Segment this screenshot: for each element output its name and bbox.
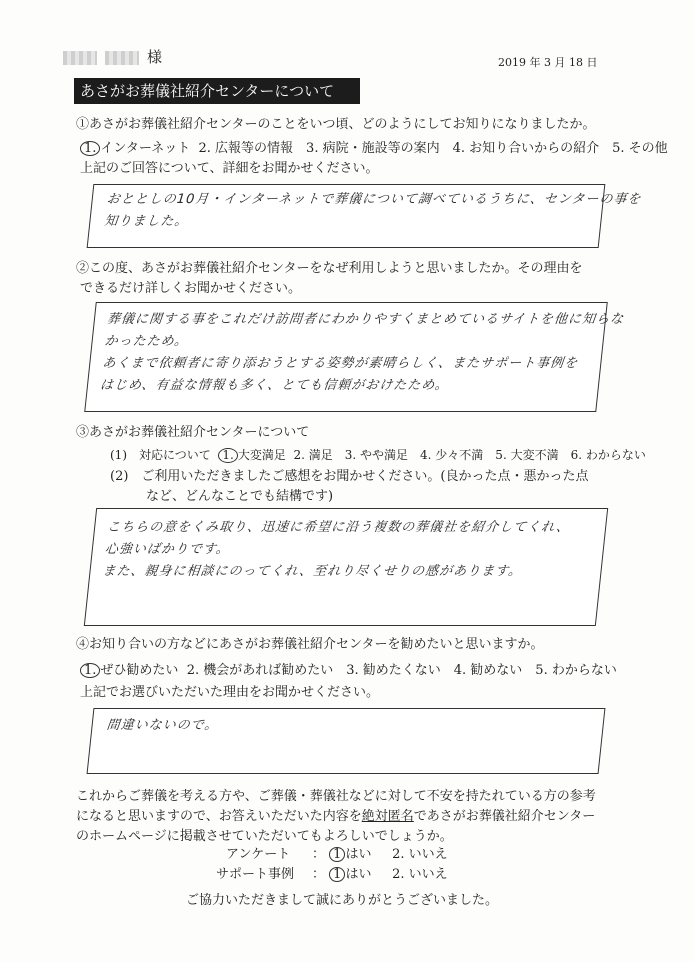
redacted-given-name bbox=[105, 51, 139, 65]
q1-question: ①あさがお葬儀社紹介センターのことをいつ頃、どのようにしてお知りになりましたか。 bbox=[76, 117, 596, 132]
q1-answer-box bbox=[87, 184, 643, 248]
footer-line-3: のホームページに掲載させていただいてもよろしいでしょうか。 bbox=[76, 829, 453, 844]
q2-answer-line: あくまで依頼者に寄り添おうとする姿勢が素晴らしく、またサポート事例を bbox=[101, 356, 579, 371]
q4-answer-line: 間違いないので。 bbox=[105, 718, 220, 733]
footer-line-2 bbox=[76, 808, 595, 826]
colon: ： bbox=[312, 847, 326, 862]
q1-other-options: 2. 広報等の情報 3. 病院・施設等の案内 4. お知り合いからの紹介 5. その他 bbox=[198, 141, 668, 156]
q4-prompt: 上記でお選びいただいた理由をお聞かせください。 bbox=[80, 685, 380, 700]
q4-question: ④お知り合いの方などにあさがお葬儀社紹介センターを勧めたいと思いますか。 bbox=[76, 637, 544, 652]
q4-options bbox=[80, 662, 617, 680]
q1-option-1-label: インターネット bbox=[100, 141, 191, 156]
support-yes-label: はい bbox=[345, 867, 372, 882]
survey-date: 2019 年 3 月 18 日 bbox=[498, 56, 598, 69]
q4-option-1-label: ぜひ勧めたい bbox=[100, 663, 179, 678]
q1-selected-option-number: 1. bbox=[80, 141, 100, 156]
q2-answer-line: 葬儀に関する事をこれだけ訪問者にわかりやすくまとめているサイトを他に知らな bbox=[106, 312, 625, 327]
q4-answer-box bbox=[87, 708, 606, 774]
q3-sub2-line-2: など、どんなことでも結構です) bbox=[146, 489, 334, 504]
q3-answer-line: また、親身に相談にのってくれ、至れり尽くせりの感があります。 bbox=[101, 564, 523, 579]
q2-answer-box bbox=[84, 302, 625, 412]
q3-sub1 bbox=[110, 446, 646, 464]
q3-other-options: 2. 満足 3. やや満足 4. 少々不満 5. 大変不満 6. わからない bbox=[293, 448, 646, 462]
q4-other-options: 2. 機会があれば勧めたい 3. 勧めたくない 4. 勧めない 5. わからない bbox=[186, 663, 617, 678]
q3-option-1-label: 大変満足 bbox=[237, 448, 286, 462]
q1-answer-line: おととしの10月・インターネットで葬儀について調べているうちに、センターの事を bbox=[105, 192, 643, 207]
support-no-option: 2. いいえ bbox=[392, 867, 448, 882]
survey-yes-label: はい bbox=[345, 847, 372, 862]
q2-answer-line: かったため。 bbox=[103, 334, 189, 349]
section-title: あさがお葬儀社紹介センターについて bbox=[74, 78, 360, 104]
thanks-message: ご協力いただきまして誠にありがとうございました。 bbox=[186, 893, 499, 908]
q3-sub2-line-1: (2) ご利用いただきましたご感想をお聞かせください。(良かった点・悪かった点 bbox=[110, 469, 589, 484]
footer-line-1: これからご葬儀を考える方や、ご葬儀・葬儀社などに対して不安を持たれている方の参考 bbox=[76, 789, 596, 804]
survey-publish-row bbox=[226, 846, 448, 864]
footer-line-2-post: であさがお葬儀社紹介センター bbox=[413, 809, 596, 824]
q3-sub1-label: (1) 対応について bbox=[110, 448, 211, 462]
name-honorific: 様 bbox=[147, 48, 163, 66]
survey-label: アンケート bbox=[226, 847, 291, 862]
q1-answer-line: 知りました。 bbox=[103, 214, 190, 229]
redacted-surname bbox=[63, 51, 97, 65]
q2-question-line-2: できるだけ詳しくお聞かせください。 bbox=[80, 281, 302, 296]
q1-prompt: 上記のご回答について、詳細をお聞かせください。 bbox=[80, 161, 379, 176]
q3-answer-line: こちらの意をくみ取り、迅速に希望に沿う複数の葬儀社を紹介してくれ、 bbox=[106, 520, 571, 535]
q2-answer-line: はじめ、有益な情報も多く、とても信頼がおけたため。 bbox=[99, 378, 450, 393]
customer-name bbox=[63, 46, 162, 67]
q3-answer-box bbox=[84, 508, 608, 626]
q3-answer-line: 心強いばかりです。 bbox=[104, 542, 231, 557]
survey-selected-yes-number: 1 bbox=[329, 847, 345, 862]
footer-line-2-pre: になると思いますので、お答えいただいた内容を bbox=[76, 809, 362, 824]
colon: ： bbox=[312, 867, 326, 882]
survey-no-option: 2. いいえ bbox=[392, 847, 448, 862]
footer-anonymity-emphasis: 絶対匿名 bbox=[361, 809, 414, 824]
q1-options bbox=[80, 140, 668, 158]
q2-question-line-1: ②この度、あさがお葬儀社紹介センターをなぜ利用しようと思いましたか。その理由を bbox=[76, 261, 583, 276]
q3-selected-option-number: 1. bbox=[218, 448, 237, 463]
support-selected-yes-number: 1 bbox=[329, 867, 345, 882]
support-label: サポート事例 bbox=[216, 867, 295, 882]
q4-selected-option-number: 1. bbox=[80, 663, 100, 678]
support-publish-row bbox=[216, 866, 448, 884]
q3-question: ③あさがお葬儀社紹介センターについて bbox=[76, 425, 310, 440]
